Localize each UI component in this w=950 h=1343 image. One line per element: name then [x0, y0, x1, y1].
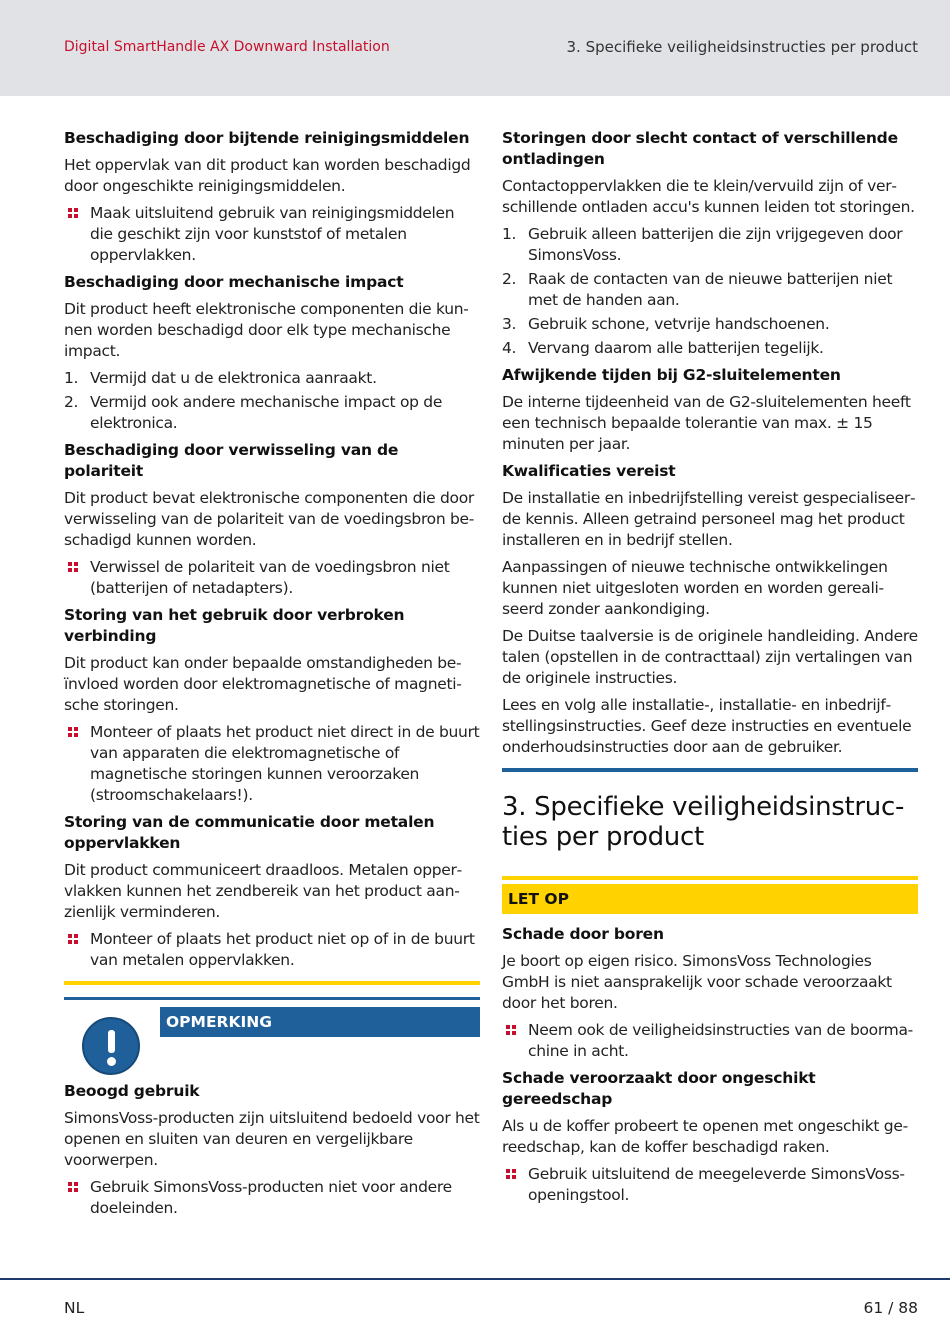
bullet-icon [68, 727, 79, 738]
bullet-icon [68, 934, 79, 945]
section-heading: Beschadiging door mechanische impact [64, 273, 404, 291]
section-heading: Beschadiging door verwisseling van de polariteit [64, 441, 399, 480]
exclamation-icon [82, 1017, 140, 1075]
bullet-icon [506, 1025, 517, 1036]
paragraph: Aanpassingen of nieuwe technische ontwikkelingen kunnen niet uitgesloten worden en worden gerealiseerd zonder aankondiging. [502, 558, 888, 618]
numbered-item: 1. Gebruik alleen batterijen die zijn vrijgegeven door SimonsVoss. [502, 225, 903, 264]
bullet-icon [68, 208, 79, 219]
page-number: 61 / 88 [863, 1299, 918, 1317]
left-column [64, 128, 480, 1225]
bullet-item: Gebruik uitsluitend de meegeleverde SimonsVoss-openingstool. [502, 1164, 918, 1206]
bullet-item: Neem ook de veiligheidsinstructies van de boormachine in acht. [502, 1020, 918, 1062]
numbered-item: 1. Vermijd dat u de elektronica aanraakt. [64, 369, 377, 387]
chapter-title: 3. Specifieke veiligheidsinstructies per product [566, 38, 918, 56]
paragraph: SimonsVoss-producten zijn uitsluitend bedoeld voor het openen en sluiten van deuren en vergelijkbare voorwerpen. [64, 1109, 480, 1169]
section-heading: Schade veroorzaakt door ongeschikt gereedschap [502, 1069, 816, 1108]
bullet-item: Gebruik SimonsVoss-producten niet voor andere doeleinden. [64, 1177, 480, 1219]
note-label: OPMERKING [160, 1007, 480, 1037]
section-heading: Beoogd gebruik [64, 1082, 200, 1100]
footer-divider [0, 1278, 950, 1280]
section-heading: Afwijkende tijden bij G2-sluitelementen [502, 366, 841, 384]
right-column [502, 128, 918, 1212]
paragraph: Als u de koffer probeert te openen met ongeschikt gereedschap, kan de koffer beschadigd raken. [502, 1117, 909, 1156]
paragraph: Dit product heeft elektronische componenten die kunnen worden beschadigd door elk type mechanische impact. [64, 300, 469, 360]
paragraph: Dit product bevat elektronische componenten die door verwisseling van de polariteit van de voedingsbron beschadigd kunnen worden. [64, 489, 475, 549]
bullet-icon [68, 1182, 79, 1193]
paragraph: Dit product kan onder bepaalde omstandigheden beïnvloed worden door elektromagnetische of magnetische storingen. [64, 654, 462, 714]
bullet-item: Monteer of plaats het product niet op of in de buurt van metalen oppervlakken. [64, 929, 480, 971]
paragraph: De Duitse taalversie is de originele handleiding. Andere talen (opstellen in de contracttaal) zijn vertalingen van de originele instructies. [502, 627, 918, 687]
paragraph: De interne tijdeenheid van de G2-sluitelementen heeft een technisch bepaalde tolerantie van max. ± 15 minuten per jaar. [502, 393, 911, 453]
paragraph: Contactoppervlakken die te klein/vervuild zijn of verschillende ontladen accu's kunnen leiden tot storingen. [502, 177, 915, 216]
paragraph: Het oppervlak van dit product kan worden beschadigd door ongeschikte reinigingsmiddelen. [64, 156, 471, 195]
section-heading: Storingen door slecht contact of verschillende ontladingen [502, 129, 898, 168]
section-heading: Storing van de communicatie door metalen oppervlakken [64, 813, 435, 852]
document-title: Digital SmartHandle AX Downward Installation [64, 39, 390, 55]
caution-box [502, 876, 918, 914]
bullet-item: Maak uitsluitend gebruik van reinigingsmiddelen die geschikt zijn voor kunststof of metalen oppervlakken. [64, 203, 480, 266]
bullet-icon [68, 562, 79, 573]
page-header [0, 0, 950, 96]
note-box [64, 981, 480, 1081]
section-heading: Beschadiging door bijtende reinigingsmiddelen [64, 129, 470, 147]
numbered-item: 4. Vervang daarom alle batterijen tegelijk. [502, 339, 824, 357]
section-heading: Schade door boren [502, 925, 664, 943]
footer-language: NL [64, 1299, 85, 1317]
numbered-item: 2. Raak de contacten van de nieuwe batterijen niet met de handen aan. [502, 270, 893, 309]
numbered-item: 2. Vermijd ook andere mechanische impact op de elektronica. [64, 393, 443, 432]
section-heading: Storing van het gebruik door verbroken verbinding [64, 606, 405, 645]
bullet-item: Monteer of plaats het product niet direct in de buurt van apparaten die elektromagnetische of magnetische storingen kunnen veroorzaken (stroomschakelaars!). [64, 722, 480, 806]
paragraph: Lees en volg alle installatie-, installatie- en inbedrijfstellingsinstructies. Geef deze instructies en eventuele onderhoudsinstructies door aan de gebruiker. [502, 696, 912, 756]
section-heading: Kwalificaties vereist [502, 462, 676, 480]
bullet-icon [506, 1169, 517, 1180]
paragraph: Dit product communiceert draadloos. Metalen oppervlakken kunnen het zendbereik van het product aanzienlijk verminderen. [64, 861, 463, 921]
bullet-item: Verwissel de polariteit van de voedingsbron niet (batterijen of netadapters). [64, 557, 480, 599]
divider [64, 997, 480, 1000]
paragraph: De installatie en inbedrijfstelling vereist gespecialiseerde kennis. Alleen getraind personeel mag het product installeren en in bedrijf stellen. [502, 489, 916, 549]
caution-label: LET OP [502, 884, 918, 914]
numbered-item: 3. Gebruik schone, vetvrije handschoenen. [502, 315, 830, 333]
paragraph: Je boort op eigen risico. SimonsVoss Technologies GmbH is niet aansprakelijk voor schade veroorzaakt door het boren. [502, 952, 892, 1012]
section-title: 3. Specifieke veiligheidsinstructies per product [502, 792, 905, 852]
section-divider [502, 768, 918, 772]
